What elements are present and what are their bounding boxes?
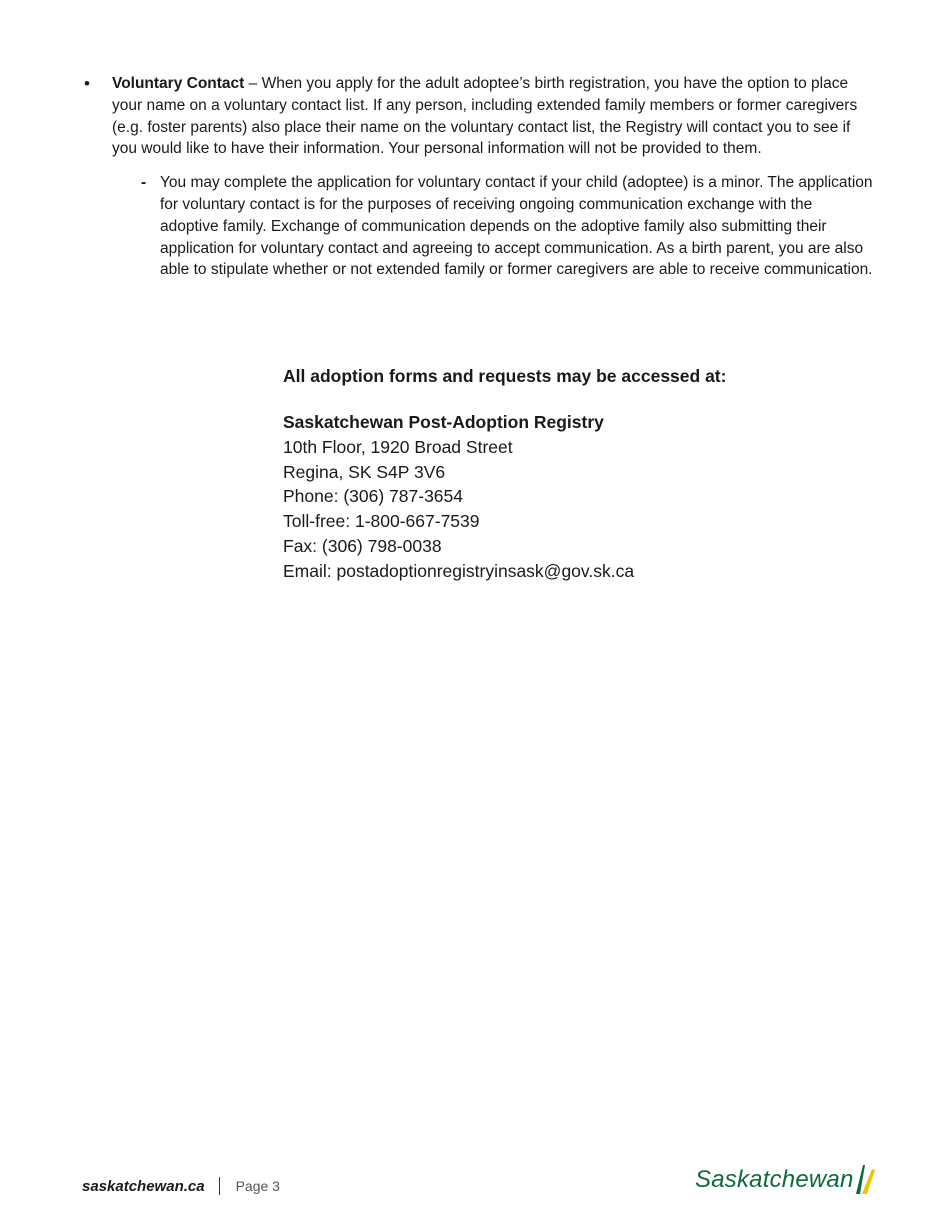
registry-name: Saskatchewan Post-Adoption Registry: [283, 412, 604, 432]
footer-divider: [219, 1177, 220, 1195]
bullet-list: [84, 73, 874, 281]
saskatchewan-logo: [695, 1163, 876, 1195]
contact-block: [283, 364, 883, 584]
footer-site-link[interactable]: saskatchewan.ca: [82, 1177, 205, 1195]
sub-bullet-minor: [112, 172, 874, 281]
address-street: 10th Floor, 1920 Broad Street: [283, 436, 513, 457]
logo-wordmark: Saskatchewan: [695, 1166, 854, 1193]
phone-line: Phone: (306) 787-3654: [283, 486, 463, 507]
access-heading: All adoption forms and requests may be accessed at:: [283, 366, 727, 386]
toll-free-line: Toll-free: 1-800-667-7539: [283, 511, 480, 532]
bullet-text: – When you apply for the adult adoptee’s birth registration, you have the option to place your name on a voluntary contact list. If any person, including extended family members or former caregivers (e.g. foster parents) also place their name on the voluntary contact list, the Registry will contact you to see if you would like to have their information. Your personal information will not be provided to them.: [112, 75, 858, 158]
bullet-voluntary-contact: [84, 73, 874, 281]
bullet-dot-icon: •: [84, 74, 90, 93]
dash-icon: -: [141, 174, 147, 192]
wheat-icon: [854, 1163, 876, 1195]
fax-line: Fax: (306) 798-0038: [283, 535, 442, 556]
email-line: Email: postadoptionregistryinsask@gov.sk.ca: [283, 560, 635, 581]
address-city: Regina, SK S4P 3V6: [283, 461, 446, 482]
page-number: Page 3: [235, 1178, 280, 1194]
page-footer: [82, 1177, 280, 1195]
bullet-label: Voluntary Contact: [112, 75, 245, 92]
sub-bullet-text: You may complete the application for voluntary contact if your child (adoptee) is a minor. The application for voluntary contact is for the purposes of receiving ongoing communication exchange with the adoptive family. Exchange of communication depends on the adoptive family also submitting their application for voluntary contact and agreeing to accept communication. As a birth parent, you are also able to stipulate whether or not extended family or former caregivers are able to receive communication.: [160, 174, 873, 279]
